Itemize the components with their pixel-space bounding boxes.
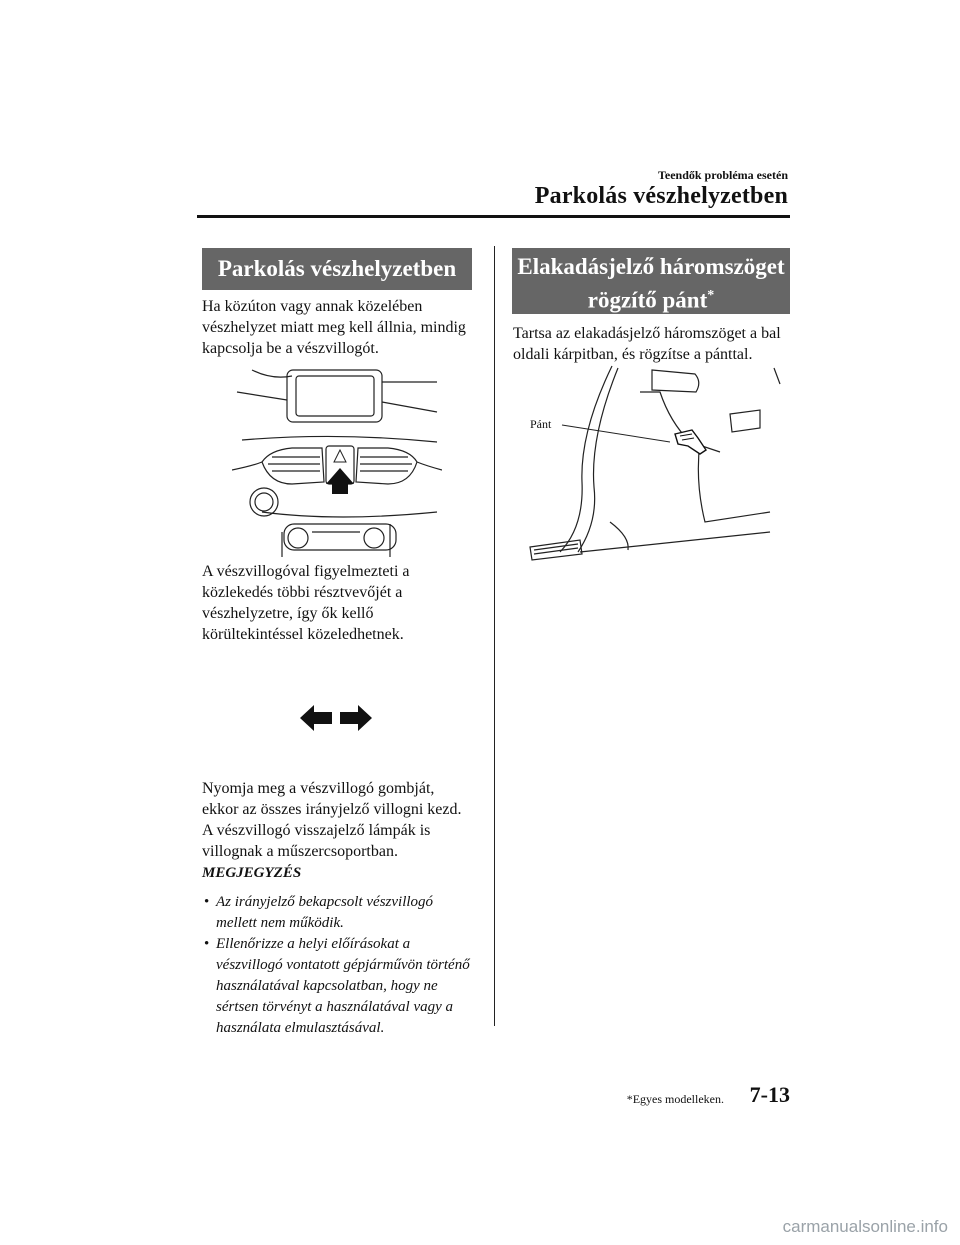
warning-paragraph: A vészvillogóval figyelmezteti a közlekedés többi résztvevőjét a vészhelyzetre, így ők kellő körültekintéssel közeledhetnek. <box>202 563 410 643</box>
intro-paragraph: Ha közúton vagy annak közelében vészhelyzet miatt meg kell állnia, mindig kapcsolja be a vészvillogót. <box>202 298 466 357</box>
note-list <box>202 892 474 1039</box>
note-heading: MEGJEGYZÉS <box>202 865 302 881</box>
left-section-banner: Parkolás vészhelyzetben <box>202 248 472 290</box>
footnote: *Egyes modelleken. <box>626 1092 724 1106</box>
strap-paragraph: Tartsa az elakadásjelző háromszöget a bal oldali kárpitban, és rögzítse a pánttal. <box>513 325 781 363</box>
note-item: • Az irányjelző bekapcsolt vészvillogó mellett nem működik. <box>204 894 434 931</box>
press-paragraph: Nyomja meg a vészvillogó gombját, ekkor az összes irányjelző villogni kezd. A vészvillogó visszajelző lámpák is villognak a műszercsoportban. <box>202 780 462 860</box>
column-divider <box>494 246 495 1026</box>
hazard-button-illustration <box>232 362 442 557</box>
strap-illustration <box>520 362 790 567</box>
page-number: 7-13 <box>749 1082 790 1107</box>
note-item: • Ellenőrizze a helyi előírásokat a vészvillogó vontatott gépjárművön történő használatával kapcsolatban, hogy ne sértsen törvényt a használatával vagy a használata elmulasztásával. <box>204 936 470 1036</box>
strap-callout-label: Pánt <box>530 417 552 431</box>
section-title: Parkolás vészhelyzetben <box>534 183 788 209</box>
chapter-title: Teendők probléma esetén <box>657 168 788 182</box>
right-section-banner: Elakadásjelző háromszöget rögzítő pánt* <box>512 248 790 314</box>
watermark: carmanualsonline.info <box>782 1217 948 1236</box>
header-rule <box>197 215 790 218</box>
turn-signal-arrows-icon <box>298 703 374 733</box>
